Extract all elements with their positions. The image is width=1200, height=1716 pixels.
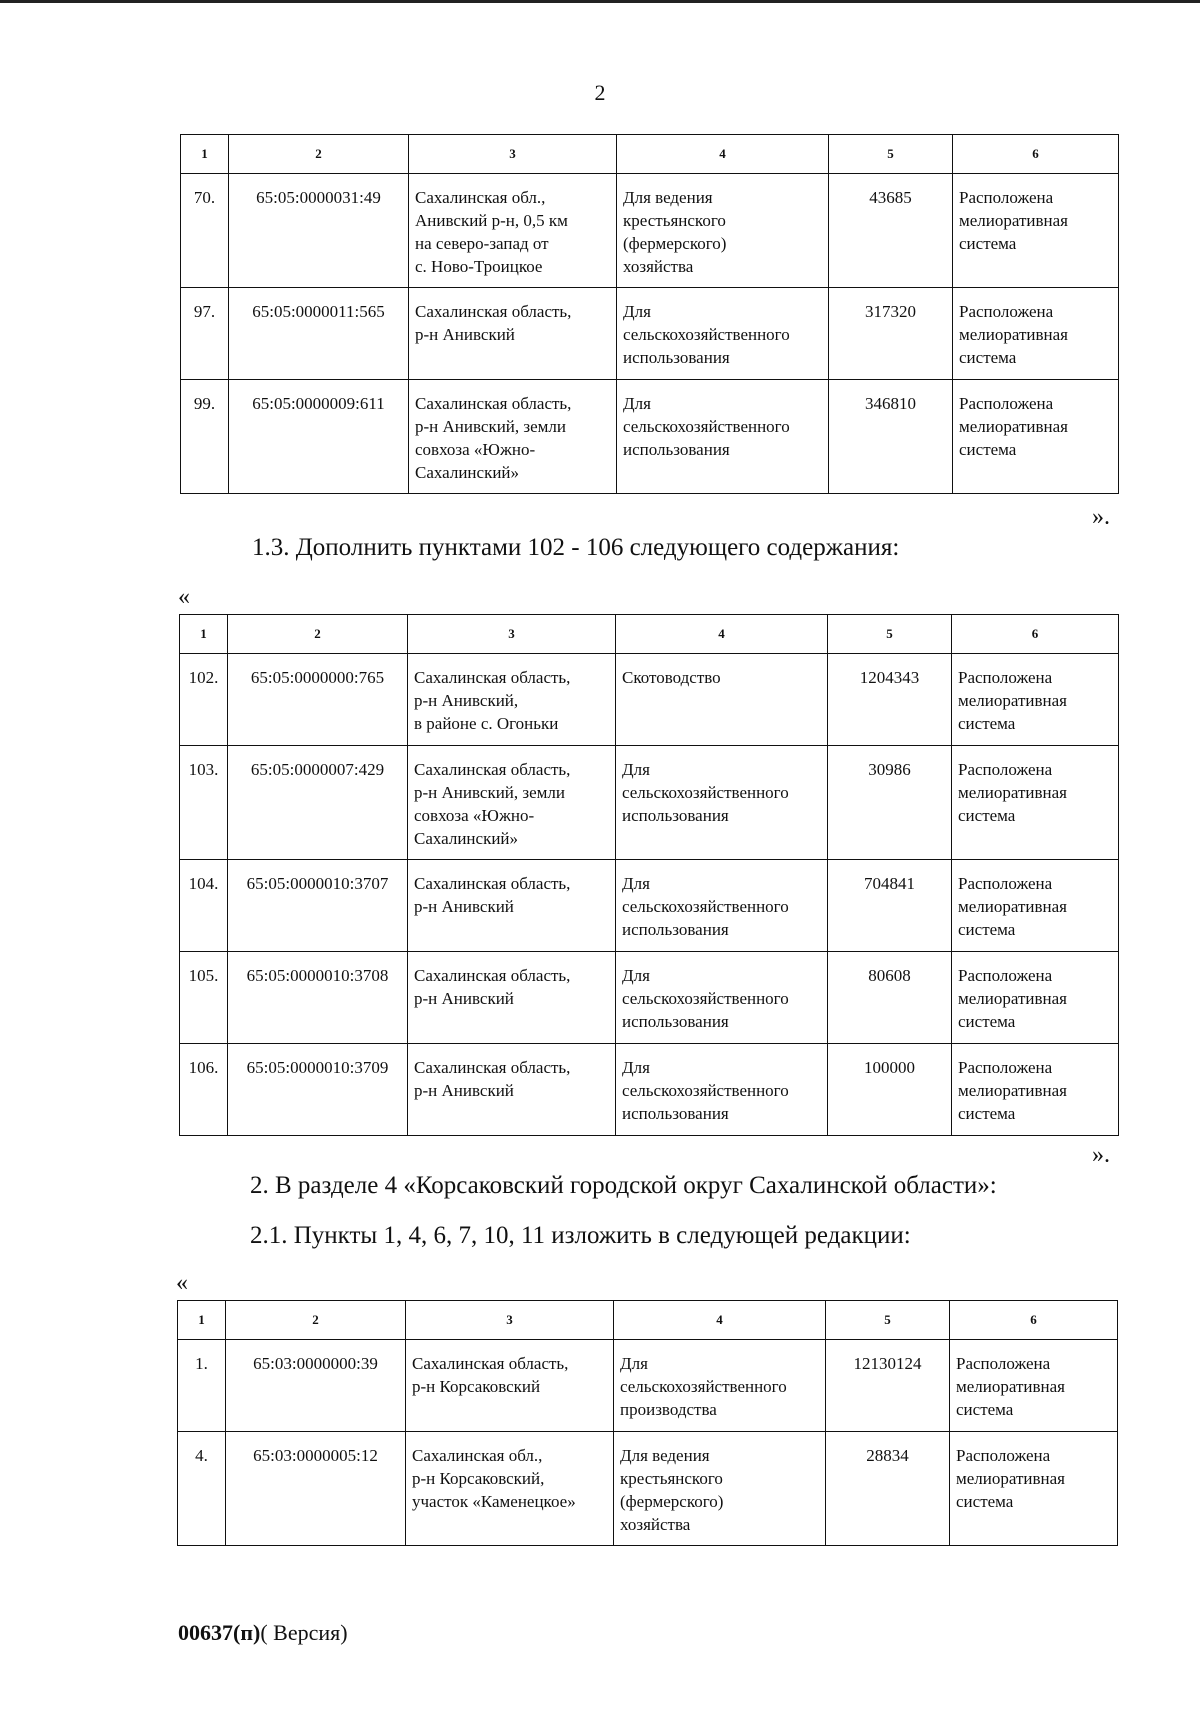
cadastral-number-text: 65:05:0000010:3707 — [246, 874, 389, 893]
column-header-row — [178, 1301, 1118, 1340]
cadastral-number-text: 65:05:0000031:49 — [256, 188, 381, 207]
row-number-text: 103. — [188, 760, 219, 779]
open-quote: « — [176, 1270, 188, 1296]
cadastral-number — [229, 288, 409, 380]
cadastral-number-text: 65:05:0000009:611 — [252, 394, 385, 413]
purpose-cell-text: Для сельскохозяйственного использования — [622, 966, 789, 1031]
row-number — [180, 746, 228, 860]
column-header: 6 — [950, 1301, 1118, 1340]
table-section-1-2 — [180, 134, 1119, 494]
note-cell — [952, 1044, 1119, 1136]
purpose-cell-text: Для ведения крестьянского (фермерского) хозяйства — [623, 188, 727, 276]
cadastral-number — [228, 746, 408, 860]
scan-edge — [0, 0, 1200, 3]
note-cell — [950, 1432, 1118, 1546]
purpose-cell — [614, 1340, 826, 1432]
area-cell-text: 80608 — [868, 966, 911, 985]
row-number — [180, 1044, 228, 1136]
document-code: 00637(п) — [178, 1620, 261, 1645]
row-number-text: 99. — [193, 394, 216, 413]
table-body — [181, 135, 1119, 494]
row-number-text: 70. — [193, 188, 216, 207]
purpose-cell — [616, 654, 828, 746]
purpose-cell-text: Для ведения крестьянского (фермерского) хозяйства — [620, 1446, 724, 1534]
purpose-cell-text: Для сельскохозяйственного производства — [620, 1354, 787, 1419]
table-body — [178, 1301, 1118, 1546]
purpose-cell — [617, 174, 829, 288]
cadastral-number-text: 65:05:0000010:3709 — [246, 1058, 389, 1077]
location-cell-text: Сахалинская обл., р-н Корсаковский, участок «Каменецкое» — [412, 1446, 576, 1511]
document-footer — [178, 1620, 348, 1646]
column-header: 4 — [617, 135, 829, 174]
note-cell-text: Расположена мелиоративная система — [956, 1354, 1066, 1419]
row-number-text: 105. — [188, 966, 219, 985]
cadastral-number-text: 65:05:0000007:429 — [250, 760, 385, 779]
area-cell — [829, 174, 953, 288]
area-cell-text: 1204343 — [859, 668, 920, 687]
location-cell-text: Сахалинская область, р-н Анивский — [414, 874, 571, 916]
table-row — [181, 380, 1119, 494]
row-number — [181, 380, 229, 494]
column-header: 5 — [829, 135, 953, 174]
close-quote: ». — [1092, 504, 1110, 530]
location-cell — [406, 1432, 614, 1546]
location-cell-text: Сахалинская область, р-н Анивский, земли совхоза «Южно- Сахалинский» — [415, 394, 572, 482]
row-number-text: 1. — [195, 1354, 208, 1373]
table-body — [180, 615, 1119, 1136]
note-cell — [953, 174, 1119, 288]
area-cell-text: 100000 — [864, 1058, 915, 1077]
purpose-cell — [614, 1432, 826, 1546]
cadastral-number-text: 65:03:0000000:39 — [253, 1354, 378, 1373]
note-cell — [952, 654, 1119, 746]
table-korsakov-points — [177, 1300, 1118, 1546]
row-number — [180, 952, 228, 1044]
table-points-102-106 — [179, 614, 1119, 1136]
purpose-cell-text: Для сельскохозяйственного использования — [622, 1058, 789, 1123]
column-header-row — [181, 135, 1119, 174]
row-number-text: 106. — [188, 1058, 219, 1077]
location-cell-text: Сахалинская область, р-н Анивский — [415, 302, 572, 344]
section-heading-1-3: 1.3. Дополнить пунктами 102 - 106 следующего содержания: — [252, 534, 900, 561]
row-number — [178, 1340, 226, 1432]
purpose-cell-text: Для сельскохозяйственного использования — [622, 760, 789, 825]
row-number-text: 97. — [193, 302, 216, 321]
location-cell — [406, 1340, 614, 1432]
location-cell — [409, 288, 617, 380]
note-cell — [950, 1340, 1118, 1432]
column-header: 4 — [614, 1301, 826, 1340]
open-quote: « — [178, 584, 190, 610]
table-row — [180, 952, 1119, 1044]
cadastral-number — [228, 1044, 408, 1136]
purpose-cell — [616, 860, 828, 952]
location-cell-text: Сахалинская обл., Анивский р-н, 0,5 км на северо-запад от с. Ново-Троицкое — [415, 188, 568, 276]
note-cell-text: Расположена мелиоративная система — [958, 966, 1068, 1031]
area-cell-text: 12130124 — [853, 1354, 922, 1373]
note-cell-text: Расположена мелиоративная система — [958, 1058, 1068, 1123]
section-heading-2: 2. В разделе 4 «Корсаковский городской округ Сахалинской области»: — [250, 1172, 997, 1199]
close-quote: ». — [1092, 1142, 1110, 1168]
location-cell-text: Сахалинская область, р-н Корсаковский — [412, 1354, 569, 1396]
location-cell — [408, 654, 616, 746]
column-header: 5 — [826, 1301, 950, 1340]
column-header: 3 — [408, 615, 616, 654]
note-cell-text: Расположена мелиоративная система — [958, 760, 1068, 825]
area-cell — [828, 654, 952, 746]
cadastral-number-text: 65:05:0000000:765 — [250, 668, 385, 687]
row-number — [181, 288, 229, 380]
row-number-text: 4. — [195, 1446, 208, 1465]
cadastral-number — [229, 174, 409, 288]
table-row — [178, 1432, 1118, 1546]
location-cell — [408, 746, 616, 860]
note-cell — [953, 380, 1119, 494]
purpose-cell-text: Для сельскохозяйственного использования — [623, 394, 790, 459]
location-cell — [408, 860, 616, 952]
column-header: 1 — [178, 1301, 226, 1340]
cadastral-number-text: 65:05:0000010:3708 — [246, 966, 389, 985]
cadastral-number — [228, 952, 408, 1044]
area-cell — [828, 746, 952, 860]
column-header: 2 — [229, 135, 409, 174]
area-cell-text: 346810 — [865, 394, 916, 413]
location-cell-text: Сахалинская область, р-н Анивский — [414, 966, 571, 1008]
row-number — [180, 654, 228, 746]
area-cell-text: 317320 — [865, 302, 916, 321]
area-cell — [829, 288, 953, 380]
document-version: ( Версия) — [260, 1620, 348, 1645]
cadastral-number — [228, 860, 408, 952]
purpose-cell-text: Для сельскохозяйственного использования — [622, 874, 789, 939]
table-row — [180, 746, 1119, 860]
area-cell-text: 43685 — [869, 188, 912, 207]
area-cell-text: 30986 — [868, 760, 911, 779]
purpose-cell-text: Скотоводство — [622, 668, 721, 687]
row-number-text: 104. — [188, 874, 219, 893]
note-cell — [953, 288, 1119, 380]
table-row — [178, 1340, 1118, 1432]
note-cell — [952, 860, 1119, 952]
column-header: 4 — [616, 615, 828, 654]
purpose-cell — [616, 952, 828, 1044]
area-cell — [829, 380, 953, 494]
location-cell-text: Сахалинская область, р-н Анивский, в районе с. Огоньки — [414, 668, 571, 733]
area-cell — [826, 1432, 950, 1546]
purpose-cell — [616, 746, 828, 860]
note-cell-text: Расположена мелиоративная система — [956, 1446, 1066, 1511]
table-row — [180, 654, 1119, 746]
location-cell — [409, 380, 617, 494]
column-header: 2 — [226, 1301, 406, 1340]
note-cell-text: Расположена мелиоративная система — [958, 668, 1068, 733]
cadastral-number-text: 65:03:0000005:12 — [253, 1446, 378, 1465]
cadastral-number — [226, 1432, 406, 1546]
table-row — [181, 174, 1119, 288]
note-cell-text: Расположена мелиоративная система — [959, 302, 1069, 367]
note-cell-text: Расположена мелиоративная система — [959, 394, 1069, 459]
column-header: 2 — [228, 615, 408, 654]
purpose-cell — [617, 380, 829, 494]
area-cell — [828, 1044, 952, 1136]
cadastral-number — [229, 380, 409, 494]
section-heading-2-1: 2.1. Пункты 1, 4, 6, 7, 10, 11 изложить в следующей редакции: — [250, 1222, 911, 1249]
area-cell — [828, 952, 952, 1044]
cadastral-number — [226, 1340, 406, 1432]
table-row — [181, 288, 1119, 380]
cadastral-number-text: 65:05:0000011:565 — [252, 302, 385, 321]
column-header: 1 — [181, 135, 229, 174]
purpose-cell — [616, 1044, 828, 1136]
area-cell — [828, 860, 952, 952]
note-cell-text: Расположена мелиоративная система — [959, 188, 1069, 253]
table-row — [180, 1044, 1119, 1136]
column-header: 6 — [952, 615, 1119, 654]
column-header: 3 — [406, 1301, 614, 1340]
row-number — [180, 860, 228, 952]
location-cell — [408, 1044, 616, 1136]
table-row — [180, 860, 1119, 952]
note-cell — [952, 952, 1119, 1044]
cadastral-number — [228, 654, 408, 746]
location-cell — [408, 952, 616, 1044]
purpose-cell-text: Для сельскохозяйственного использования — [623, 302, 790, 367]
row-number — [181, 174, 229, 288]
area-cell-text: 704841 — [864, 874, 915, 893]
row-number-text: 102. — [188, 668, 219, 687]
location-cell — [409, 174, 617, 288]
column-header: 6 — [953, 135, 1119, 174]
area-cell-text: 28834 — [866, 1446, 909, 1465]
column-header-row — [180, 615, 1119, 654]
column-header: 3 — [409, 135, 617, 174]
location-cell-text: Сахалинская область, р-н Анивский, земли совхоза «Южно- Сахалинский» — [414, 760, 571, 848]
page-number: 2 — [594, 80, 606, 105]
location-cell-text: Сахалинская область, р-н Анивский — [414, 1058, 571, 1100]
purpose-cell — [617, 288, 829, 380]
area-cell — [826, 1340, 950, 1432]
column-header: 5 — [828, 615, 952, 654]
row-number — [178, 1432, 226, 1546]
note-cell — [952, 746, 1119, 860]
column-header: 1 — [180, 615, 228, 654]
note-cell-text: Расположена мелиоративная система — [958, 874, 1068, 939]
